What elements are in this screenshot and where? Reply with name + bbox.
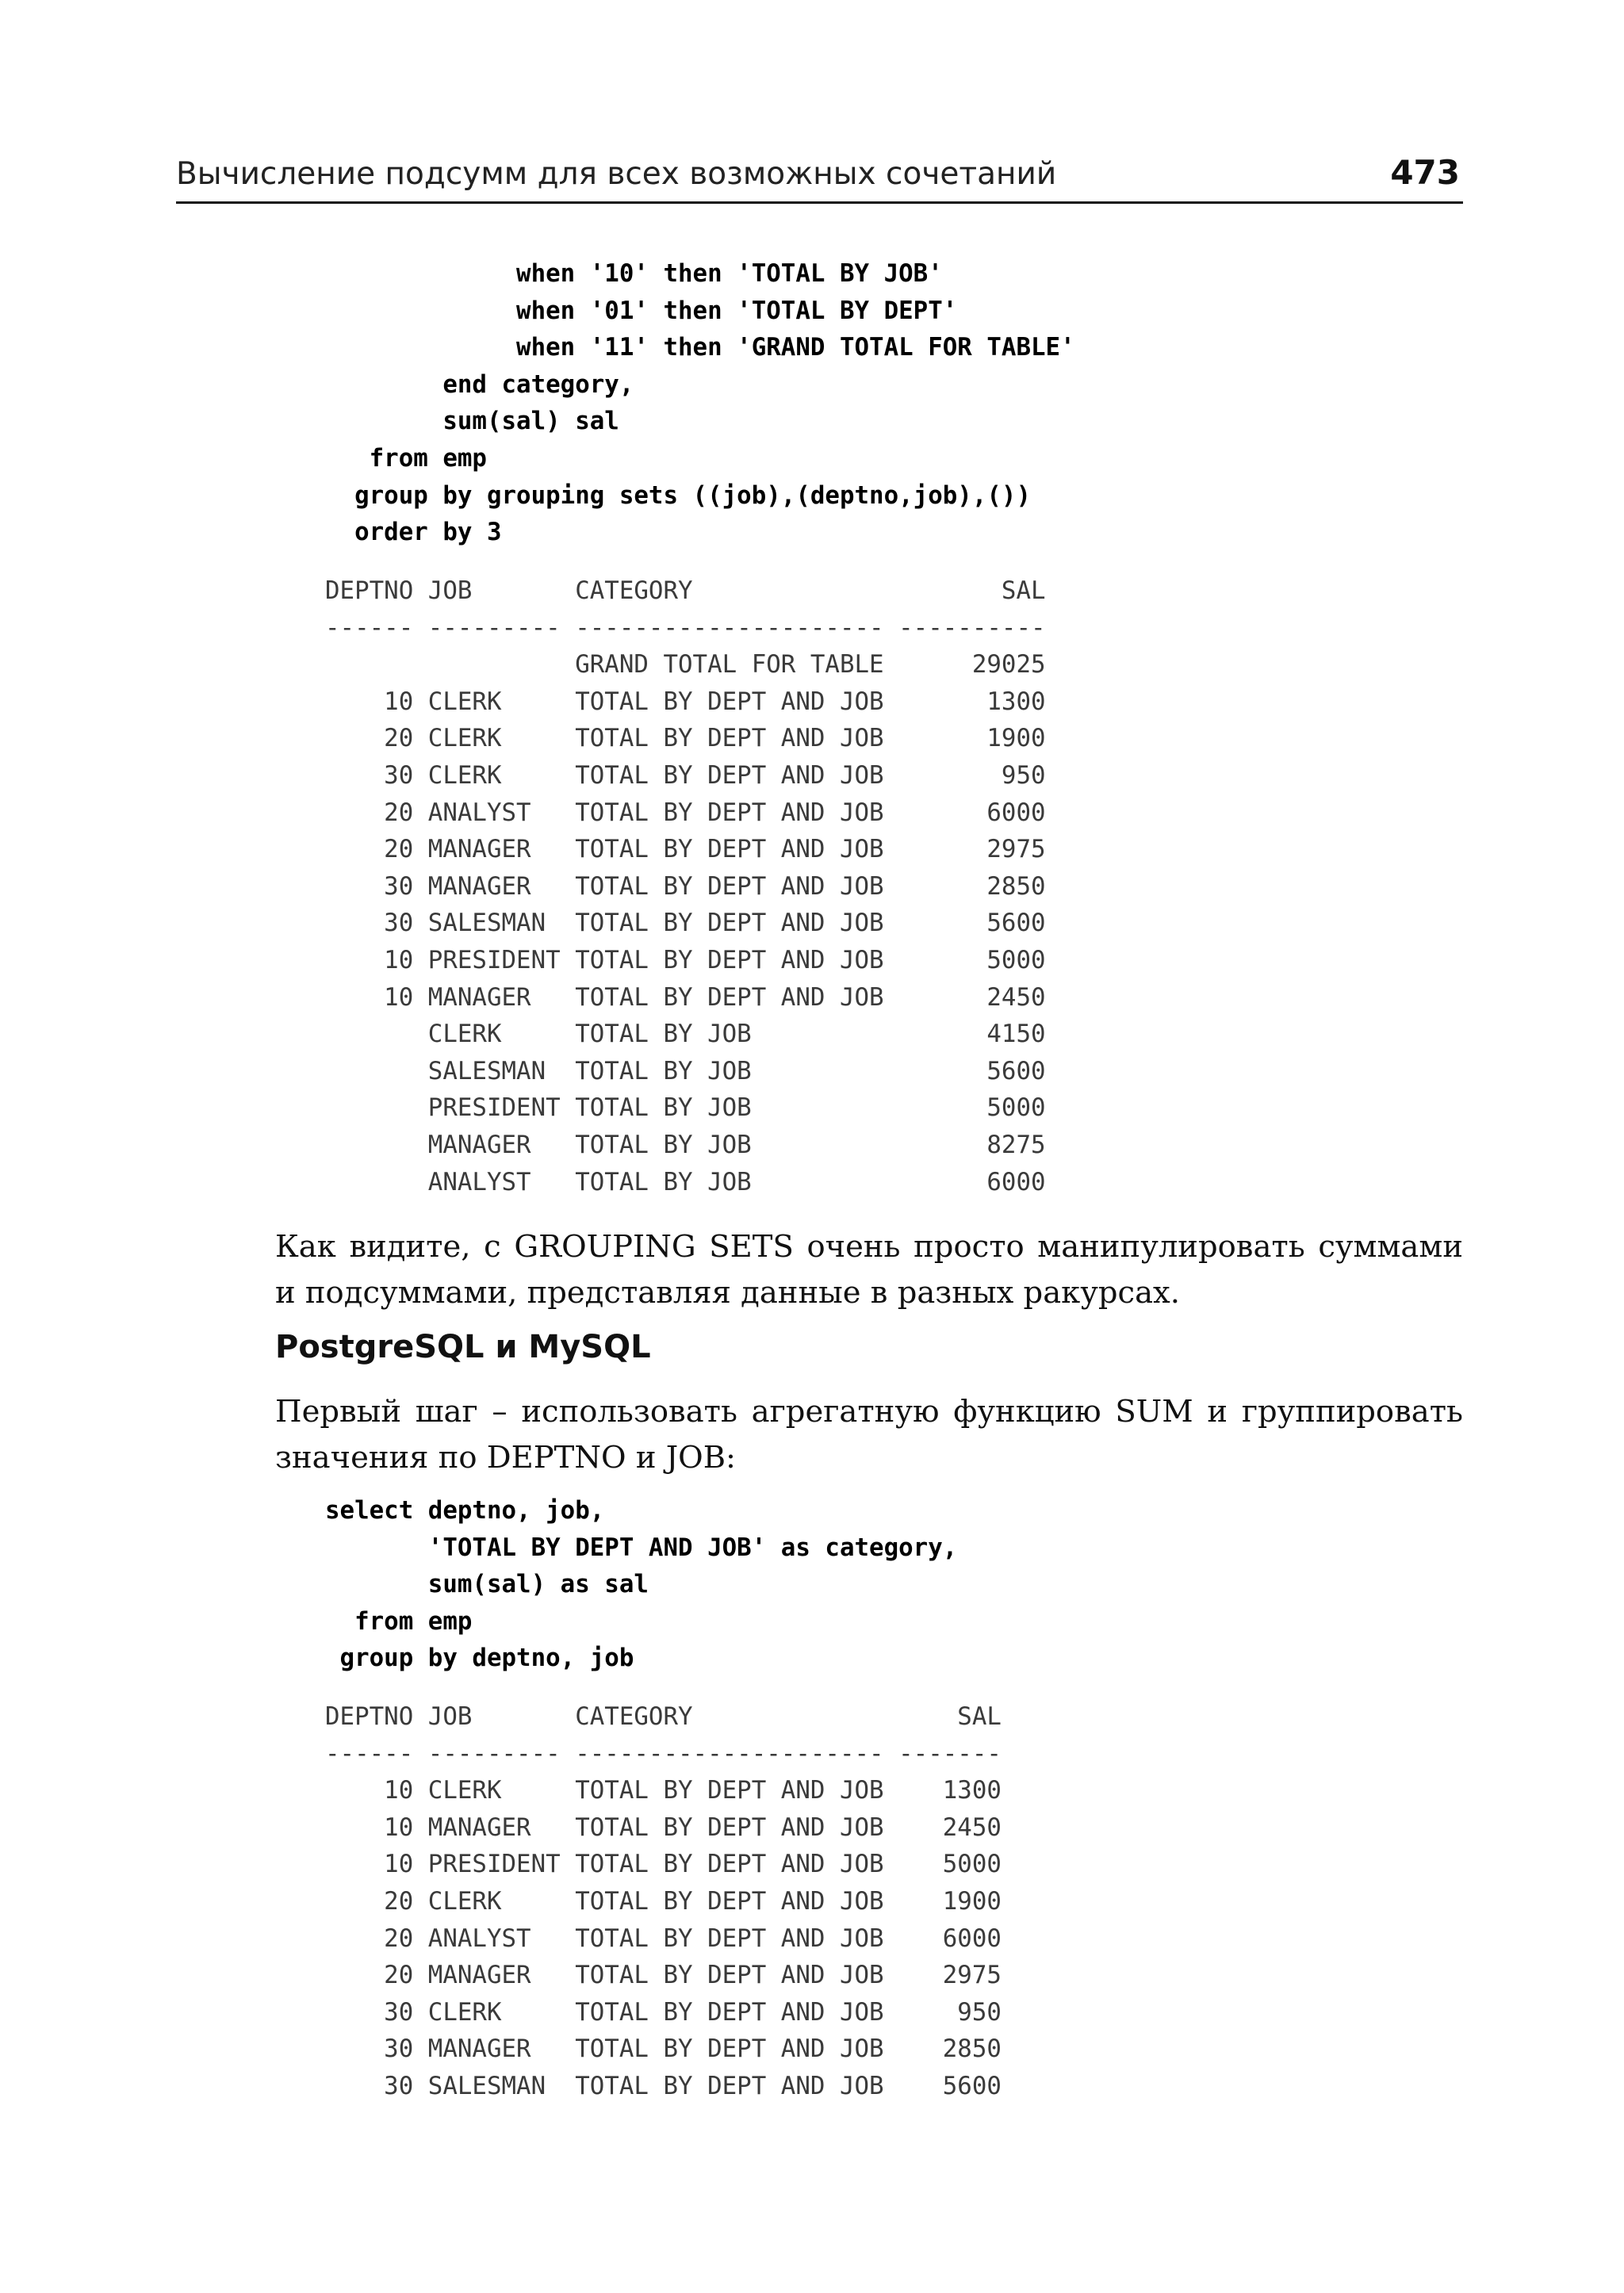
running-header — [176, 146, 1463, 204]
sql-code-block-grouping-sets: when '10' then 'TOTAL BY JOB' when '01' then 'TOTAL BY DEPT' when '11' then 'GRAND TOTAL FOR TABLE' end category, sum(sal) sal from emp group by grouping sets ((job),(deptno,job),()) order by 3 — [354, 259, 1075, 547]
paragraph-grouping-sets-summary: Как видите, с GROUPING SETS очень просто манипулировать суммами и подсуммами, представляя данные в разных ракурсах. — [275, 1229, 1463, 1311]
sql-code-block-group-by-deptno-job: select deptno, job, 'TOTAL BY DEPT AND JOB' as category, sum(sal) as sal from emp group by deptno, job — [325, 1496, 958, 1673]
section-heading-postgresql-mysql: PostgreSQL и MySQL — [275, 1329, 651, 1365]
paragraph-first-step: Первый шаг – использовать агрегатную функцию SUM и группировать значения по DEPTNO и JOB: — [275, 1394, 1463, 1476]
query-result-table-grouping-sets: DEPTNO JOB CATEGORY SAL ------ --------- --------------------- ---------- GRAND TOTAL FOR TABLE 29025 10 CLERK TOTAL BY DEPT AND JOB 1300 20 CLERK TOTAL BY DEPT AND JOB 1900 30 CLERK TOTAL BY DEPT AND JOB 950 20 ANALYST TOTAL BY DEPT AND JOB 6000 20 MANAGER TOTAL BY DEPT AND JOB 2975 30 MANAGER TOTAL BY DEPT AND JOB 2850 30 SALESMAN TOTAL BY DEPT AND JOB 5600 10 PRESIDENT TOTAL BY DEPT AND JOB 5000 10 MANAGER TOTAL BY DEPT AND JOB 2450 CLERK TOTAL BY JOB 4150 SALESMAN TOTAL BY JOB 5600 PRESIDENT TOTAL BY JOB 5000 MANAGER TOTAL BY JOB 8275 ANALYST TOTAL BY JOB 6000 — [325, 576, 1046, 1196]
running-header-title: Вычисление подсумм для всех возможных сочетаний — [176, 156, 1057, 192]
page-number: 473 — [1390, 153, 1460, 192]
query-result-table-deptno-job: DEPTNO JOB CATEGORY SAL ------ --------- --------------------- ------- 10 CLERK TOTAL BY DEPT AND JOB 1300 10 MANAGER TOTAL BY DEPT AND JOB 2450 10 PRESIDENT TOTAL BY DEPT AND JOB 5000 20 CLERK TOTAL BY DEPT AND JOB 1900 20 ANALYST TOTAL BY DEPT AND JOB 6000 20 MANAGER TOTAL BY DEPT AND JOB 2975 30 CLERK TOTAL BY DEPT AND JOB 950 30 MANAGER TOTAL BY DEPT AND JOB 2850 30 SALESMAN TOTAL BY DEPT AND JOB 5600 — [325, 1702, 1002, 2100]
